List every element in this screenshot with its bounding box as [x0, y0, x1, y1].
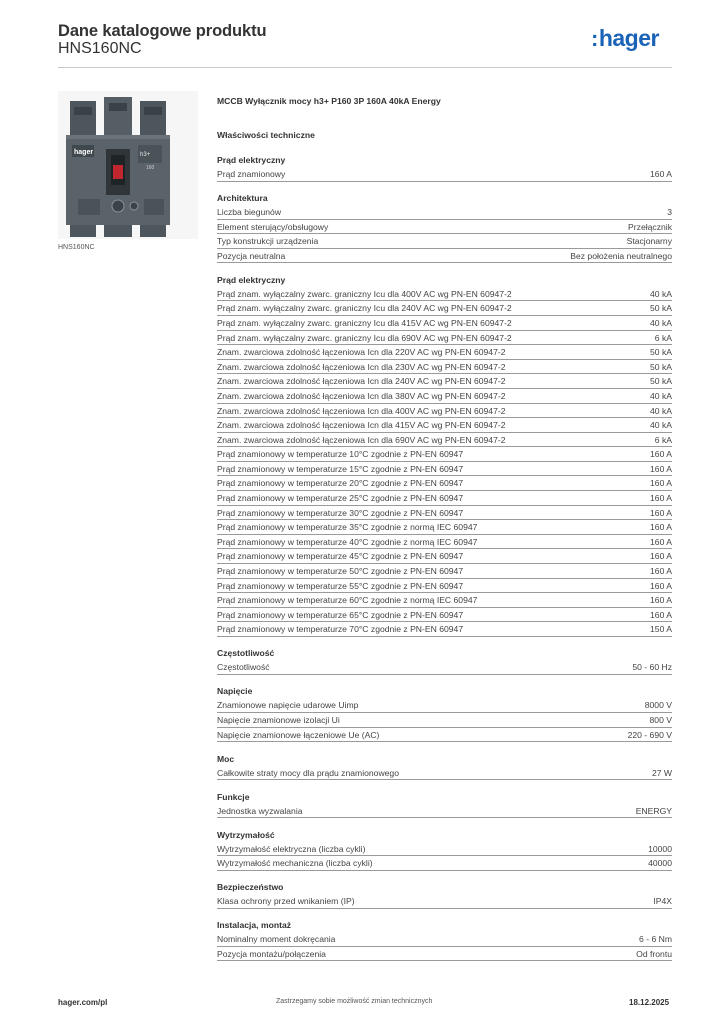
- spec-row: [217, 579, 672, 594]
- spec-value: 40 kA: [650, 390, 672, 401]
- spec-label: Znam. zwarciowa zdolność łączeniowa Icn dla 220V AC wg PN-EN 60947-2: [217, 347, 506, 358]
- spec-label: Liczba biegunów: [217, 206, 282, 217]
- page-title: Dane katalogowe produktu: [58, 22, 267, 40]
- spec-value: 40 kA: [650, 405, 672, 416]
- spec-label: Prąd znam. wyłączalny zwarc. graniczny Icu dla 240V AC wg PN-EN 60947-2: [217, 303, 512, 314]
- spec-group-title: Wytrzymałość: [217, 829, 275, 840]
- spec-row: [217, 608, 672, 623]
- spec-group-title: Moc: [217, 753, 235, 764]
- spec-group: [217, 875, 672, 909]
- spec-group-title: Prąd elektryczny: [217, 155, 286, 165]
- spec-group: [217, 823, 672, 871]
- amp-label: 160: [146, 165, 155, 171]
- spec-label: Prąd znamionowy w temperaturze 35°C zgodnie z normą IEC 60947: [217, 522, 478, 533]
- spec-label: Prąd znamionowy w temperaturze 65°C zgodnie z PN-EN 60947: [217, 609, 464, 620]
- spec-row: [217, 374, 672, 389]
- spec-value: 8000 V: [644, 700, 672, 711]
- spec-value: Bez położenia neutralnego: [570, 250, 672, 261]
- spec-row: [217, 234, 672, 249]
- spec-value: Przełącznik: [628, 221, 672, 232]
- spec-value: 40 kA: [650, 420, 672, 431]
- spec-group-title: Instalacja, montaż: [217, 920, 292, 931]
- spec-label: Pozycja neutralna: [217, 250, 286, 261]
- footer-website: hager.com/pl: [58, 998, 108, 1007]
- spec-value: 160 A: [650, 536, 672, 547]
- spec-row: [217, 856, 672, 871]
- spec-row: [217, 564, 672, 579]
- spec-value: IP4X: [653, 896, 672, 907]
- spec-row: [217, 593, 672, 608]
- spec-label: Napięcie znamionowe izolacji Ui: [217, 714, 340, 725]
- spec-label: Klasa ochrony przed wnikaniem (IP): [217, 896, 355, 907]
- spec-value: 6 - 6 Nm: [639, 934, 672, 945]
- spec-value: 40 kA: [650, 317, 672, 328]
- circuit-breaker-image: [58, 91, 198, 239]
- spec-value: 160 A: [650, 493, 672, 504]
- spec-row: [217, 491, 672, 506]
- spec-label: Prąd znamionowy w temperaturze 70°C zgodnie z PN-EN 60947: [217, 624, 464, 635]
- spec-row: [217, 713, 672, 728]
- spec-group: [217, 641, 672, 675]
- header-divider: [58, 67, 672, 68]
- spec-row: [217, 418, 672, 433]
- specs-table: [217, 148, 672, 966]
- spec-row: [217, 331, 672, 346]
- spec-value: 160 A: [650, 507, 672, 518]
- spec-label: Prąd znamionowy w temperaturze 50°C zgodnie z PN-EN 60947: [217, 566, 464, 577]
- spec-group-title: Prąd elektryczny: [217, 274, 286, 285]
- spec-value: 160 A: [650, 609, 672, 620]
- spec-value: 50 kA: [650, 361, 672, 372]
- spec-label: Prąd znamionowy w temperaturze 10°C zgodnie z PN-EN 60947: [217, 449, 464, 460]
- spec-row: [217, 842, 672, 857]
- spec-group: [217, 186, 672, 263]
- spec-row: [217, 894, 672, 909]
- spec-label: Znam. zwarciowa zdolność łączeniowa Icn dla 400V AC wg PN-EN 60947-2: [217, 405, 506, 416]
- spec-label: Wytrzymałość mechaniczna (liczba cykli): [217, 858, 373, 869]
- product-code: HNS160NC: [58, 40, 142, 57]
- spec-value: 160 A: [650, 522, 672, 533]
- product-description: MCCB Wyłącznik mocy h3+ P160 3P 160A 40kA Energy: [217, 96, 441, 106]
- spec-row: [217, 404, 672, 419]
- spec-value: 50 kA: [650, 376, 672, 387]
- spec-row: [217, 804, 672, 819]
- spec-group: [217, 679, 672, 742]
- spec-value: 160 A: [650, 463, 672, 474]
- spec-value: 160 A: [650, 169, 672, 179]
- spec-row: [217, 728, 672, 743]
- spec-value: 50 - 60 Hz: [632, 662, 672, 673]
- spec-label: Prąd znamionowy w temperaturze 45°C zgodnie z PN-EN 60947: [217, 551, 464, 562]
- spec-value: 220 - 690 V: [627, 729, 672, 740]
- spec-label: Prąd znamionowy: [217, 169, 286, 179]
- spec-row: [217, 249, 672, 264]
- spec-label: Prąd znamionowy w temperaturze 20°C zgodnie z PN-EN 60947: [217, 478, 464, 489]
- spec-label: Prąd znamionowy w temperaturze 30°C zgodnie z PN-EN 60947: [217, 507, 464, 518]
- spec-row: [217, 506, 672, 521]
- spec-group-title: Funkcje: [217, 791, 250, 802]
- brand-label: hager: [74, 149, 94, 156]
- spec-row: [217, 345, 672, 360]
- spec-value: Od frontu: [636, 948, 672, 959]
- spec-label: Wytrzymałość elektryczna (liczba cykli): [217, 843, 366, 854]
- spec-value: 160 A: [650, 580, 672, 591]
- spec-label: Znam. zwarciowa zdolność łączeniowa Icn dla 380V AC wg PN-EN 60947-2: [217, 390, 506, 401]
- spec-value: 160 A: [650, 478, 672, 489]
- spec-label: Częstotliwość: [217, 662, 270, 673]
- hager-logo: :hager: [591, 25, 659, 51]
- spec-row: [217, 167, 672, 182]
- spec-row: [217, 660, 672, 675]
- spec-row: [217, 766, 672, 781]
- product-image: [58, 91, 198, 239]
- spec-value: 160 A: [650, 551, 672, 562]
- spec-group: [217, 747, 672, 781]
- spec-value: 6 kA: [654, 332, 672, 343]
- spec-label: Element sterujący/obsługowy: [217, 221, 329, 232]
- spec-value: 50 kA: [650, 303, 672, 314]
- rating-label: h3+: [140, 152, 151, 158]
- spec-value: 27 W: [651, 767, 672, 778]
- spec-value: Stacjonarny: [626, 236, 672, 247]
- spec-value: 6 kA: [654, 434, 672, 445]
- spec-label: Prąd znamionowy w temperaturze 15°C zgodnie z PN-EN 60947: [217, 463, 464, 474]
- footer-date: 18.12.2025: [629, 998, 670, 1007]
- spec-label: Znamionowe napięcie udarowe Uimp: [217, 700, 359, 711]
- spec-group-title: Architektura: [217, 192, 268, 203]
- spec-label: Pozycja montażu/połączenia: [217, 948, 326, 959]
- spec-label: Prąd znamionowy w temperaturze 60°C zgodnie z normą IEC 60947: [217, 595, 478, 606]
- spec-label: Nominalny moment dokręcania: [217, 934, 336, 945]
- spec-label: Znam. zwarciowa zdolność łączeniowa Icn dla 230V AC wg PN-EN 60947-2: [217, 361, 506, 372]
- spec-group-title: Napięcie: [217, 686, 253, 697]
- spec-value: 160 A: [650, 449, 672, 460]
- spec-group: [217, 268, 672, 637]
- spec-value: 150 A: [650, 624, 672, 635]
- footer-disclaimer: Zastrzegamy sobie możliwość zmian technicznych: [276, 998, 433, 1005]
- technical-properties-heading: Właściwości techniczne: [217, 130, 315, 140]
- product-image-caption: HNS160NC: [58, 244, 95, 251]
- spec-row: [217, 932, 672, 947]
- spec-value: 3: [667, 206, 672, 217]
- spec-row: [217, 301, 672, 316]
- spec-value: 10000: [648, 843, 672, 854]
- spec-row: [217, 205, 672, 220]
- spec-label: Prąd znamionowy w temperaturze 25°C zgodnie z PN-EN 60947: [217, 493, 464, 504]
- spec-label: Znam. zwarciowa zdolność łączeniowa Icn dla 240V AC wg PN-EN 60947-2: [217, 376, 506, 387]
- spec-label: Prąd znam. wyłączalny zwarc. graniczny Icu dla 400V AC wg PN-EN 60947-2: [217, 288, 512, 299]
- spec-row: [217, 389, 672, 404]
- spec-value: 800 V: [649, 714, 672, 725]
- spec-label: Typ konstrukcji urządzenia: [217, 236, 319, 247]
- spec-row: [217, 549, 672, 564]
- spec-label: Jednostka wyzwalania: [217, 805, 303, 816]
- spec-row: [217, 622, 672, 637]
- spec-label: Znam. zwarciowa zdolność łączeniowa Icn dla 690V AC wg PN-EN 60947-2: [217, 434, 506, 445]
- spec-row: [217, 947, 672, 962]
- spec-row: [217, 476, 672, 491]
- spec-value: 160 A: [650, 566, 672, 577]
- spec-value: 50 kA: [650, 347, 672, 358]
- spec-row: [217, 462, 672, 477]
- spec-row: [217, 220, 672, 235]
- spec-value: 40 kA: [650, 288, 672, 299]
- spec-group: [217, 148, 672, 182]
- spec-group: [217, 913, 672, 961]
- spec-label: Prąd znam. wyłączalny zwarc. graniczny Icu dla 415V AC wg PN-EN 60947-2: [217, 317, 512, 328]
- spec-label: Całkowite straty mocy dla prądu znamionowego: [217, 767, 399, 778]
- spec-label: Prąd znamionowy w temperaturze 40°C zgodnie z normą IEC 60947: [217, 536, 478, 547]
- spec-row: [217, 698, 672, 713]
- spec-label: Prąd znam. wyłączalny zwarc. graniczny Icu dla 690V AC wg PN-EN 60947-2: [217, 332, 512, 343]
- spec-group-title: Bezpieczeństwo: [217, 882, 284, 893]
- spec-value: 160 A: [650, 595, 672, 606]
- spec-label: Znam. zwarciowa zdolność łączeniowa Icn dla 415V AC wg PN-EN 60947-2: [217, 420, 506, 431]
- spec-group-title: Częstotliwość: [217, 648, 275, 659]
- spec-label: Prąd znamionowy w temperaturze 55°C zgodnie z PN-EN 60947: [217, 580, 464, 591]
- spec-value: ENERGY: [635, 805, 672, 816]
- spec-value: 40000: [648, 858, 672, 869]
- spec-row: [217, 360, 672, 375]
- spec-row: [217, 287, 672, 302]
- spec-row: [217, 535, 672, 550]
- spec-group: [217, 785, 672, 819]
- spec-label: Napięcie znamionowe łączeniowe Ue (AC): [217, 729, 380, 740]
- spec-row: [217, 433, 672, 448]
- logo-text: hager: [598, 25, 659, 51]
- spec-row: [217, 316, 672, 331]
- spec-row: [217, 520, 672, 535]
- spec-row: [217, 447, 672, 462]
